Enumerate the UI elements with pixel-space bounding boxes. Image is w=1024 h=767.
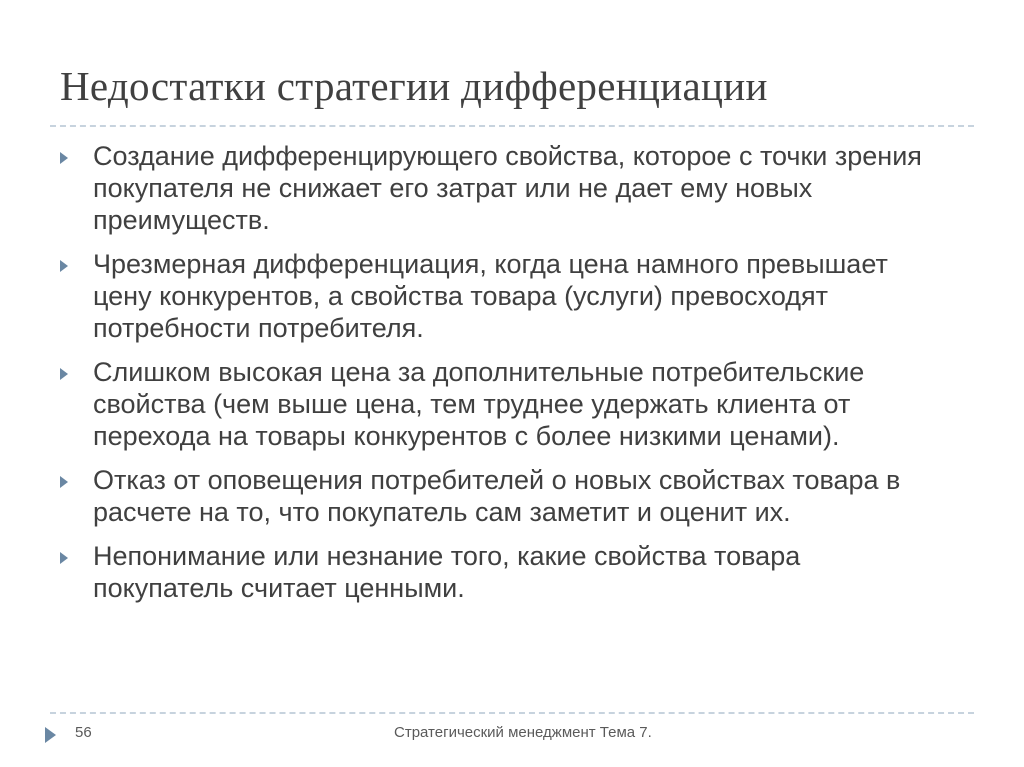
list-item bbox=[60, 540, 940, 604]
page-number: 56 bbox=[75, 724, 92, 741]
title-divider bbox=[50, 125, 974, 127]
list-item bbox=[60, 140, 940, 236]
slide-title: Недостатки стратегии дифференциации bbox=[60, 63, 768, 109]
footer-divider bbox=[50, 712, 974, 714]
triangle-right-icon bbox=[60, 476, 68, 488]
bullet-text: Непонимание или незнание того, какие свойства товара покупатель считает ценными. bbox=[93, 541, 801, 603]
triangle-right-icon bbox=[45, 727, 56, 743]
bullet-text: Отказ от оповещения потребителей о новых свойствах товара в расчете на то, что покупатель сам заметит и оценит их. bbox=[93, 465, 901, 527]
bullet-text: Создание дифференцирующего свойства, которое с точки зрения покупателя не снижает его затрат или не дает ему новых преимуществ. bbox=[93, 141, 922, 235]
triangle-right-icon bbox=[60, 552, 68, 564]
triangle-right-icon bbox=[60, 260, 68, 272]
bullet-text: Чрезмерная дифференциация, когда цена намного превышает цену конкурентов, а свойства товара (услуги) превосходят потребности потребителя. bbox=[93, 249, 888, 343]
triangle-right-icon bbox=[60, 368, 68, 380]
triangle-right-icon bbox=[60, 152, 68, 164]
list-item bbox=[60, 464, 940, 528]
list-item bbox=[60, 356, 940, 452]
bullet-list bbox=[60, 140, 940, 616]
list-item bbox=[60, 248, 940, 344]
footer-text: Стратегический менеджмент Тема 7. bbox=[394, 724, 652, 741]
bullet-text: Слишком высокая цена за дополнительные потребительские свойства (чем выше цена, тем труднее удержать клиента от перехода на товары конкурентов с более низкими ценами). bbox=[93, 357, 865, 451]
